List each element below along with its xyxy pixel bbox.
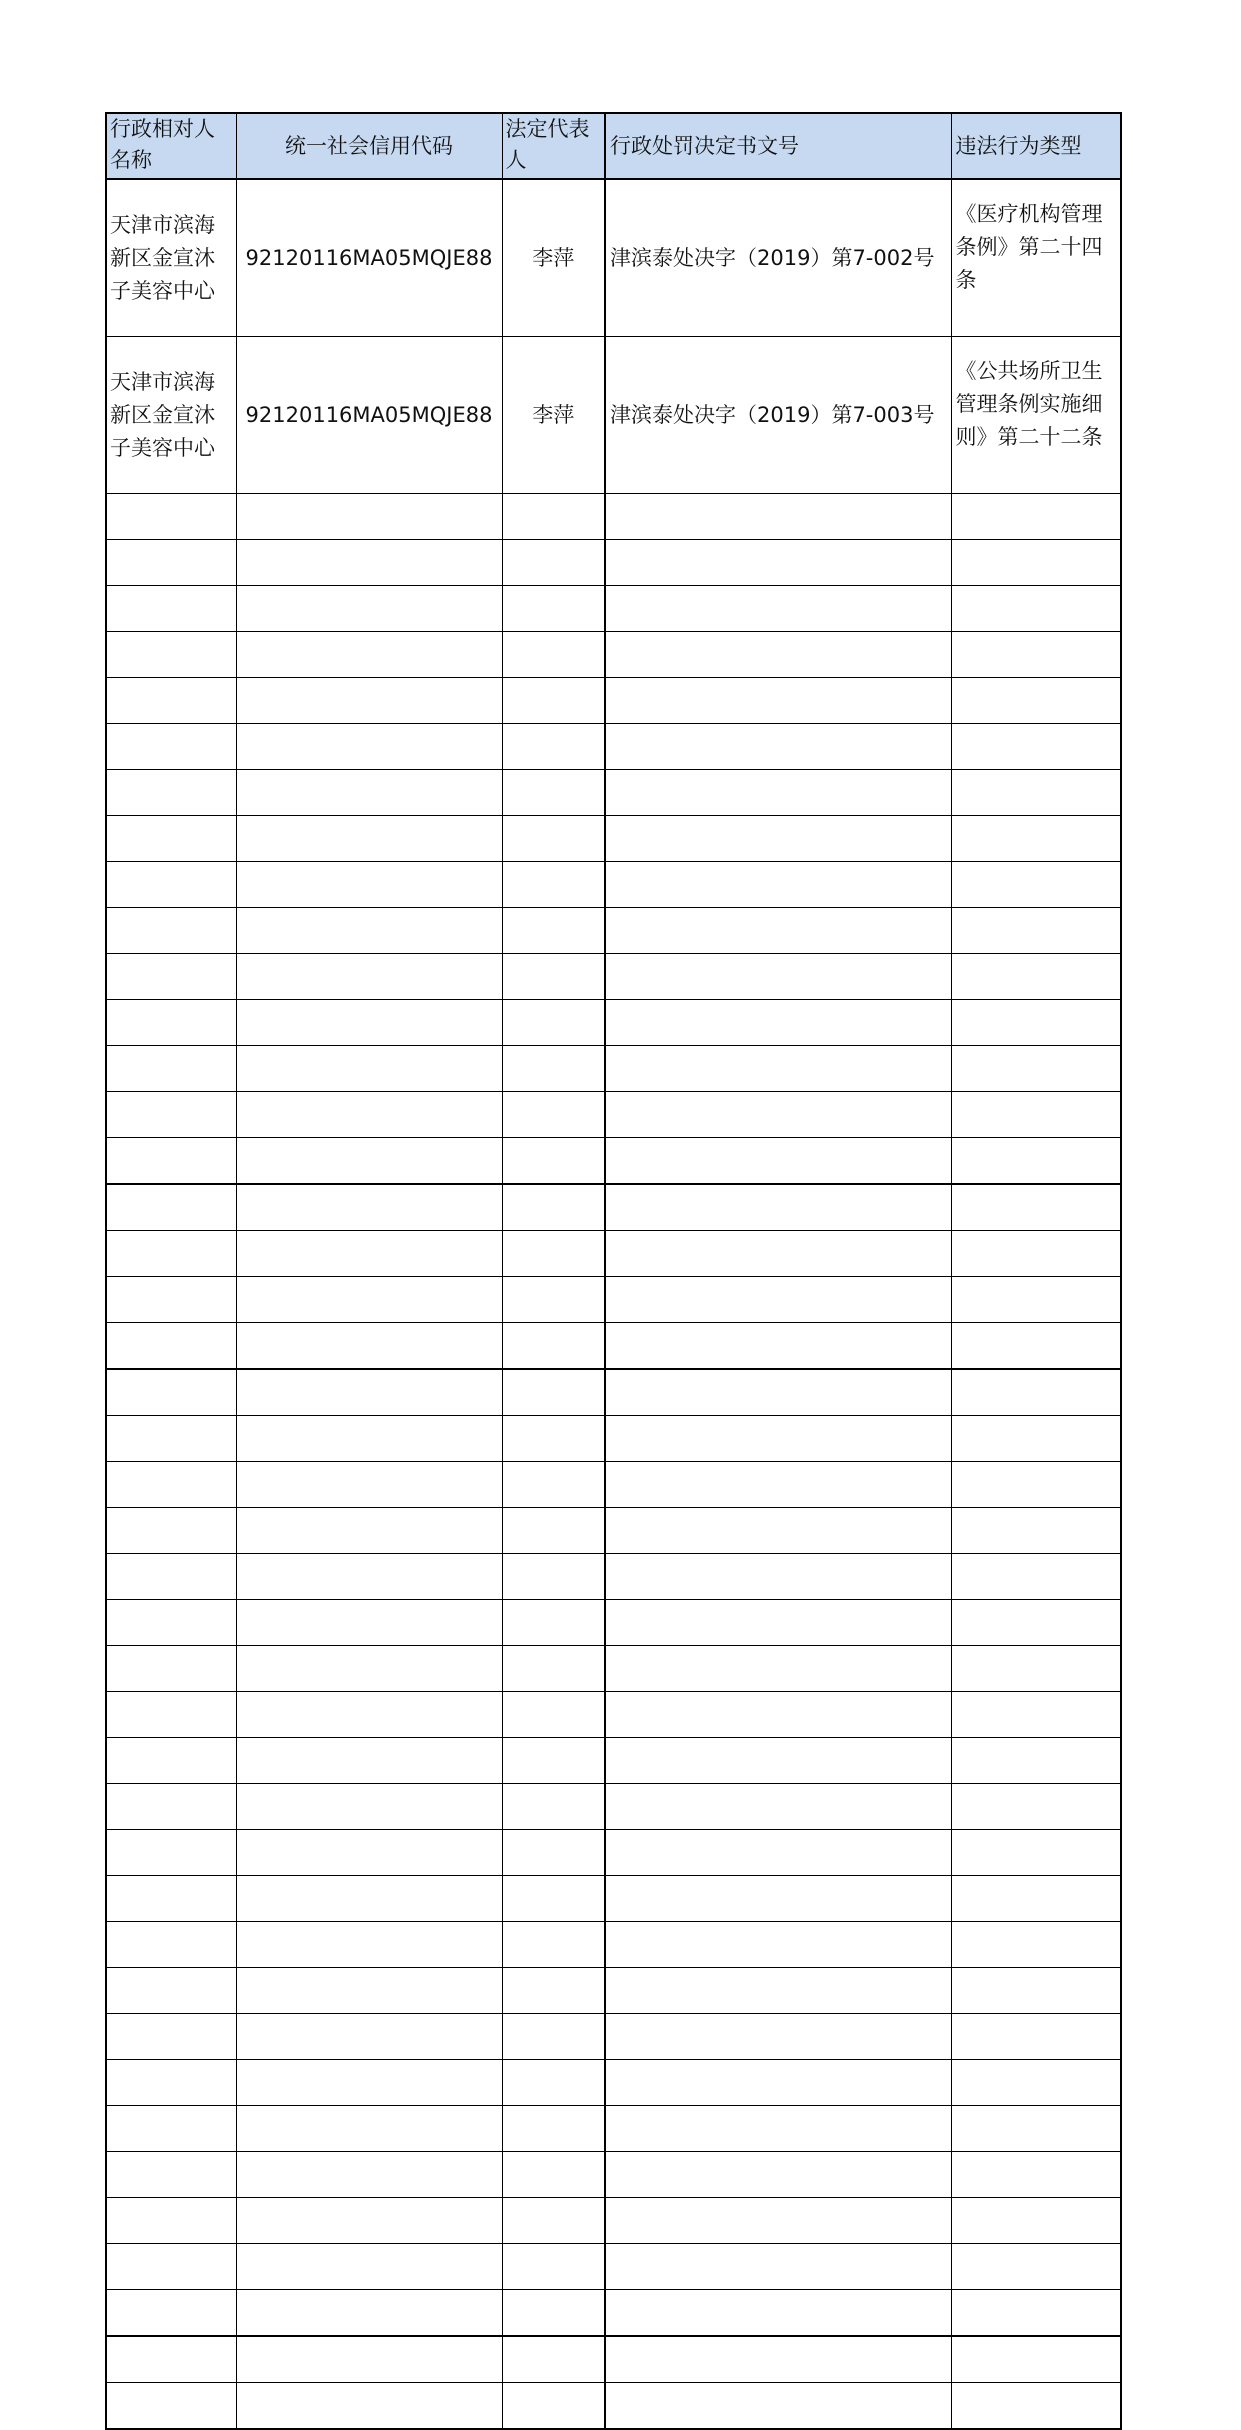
cell-party-name-empty [106,2198,236,2244]
cell-legal-representative-empty [502,724,605,770]
cell-legal-representative-empty [502,1000,605,1046]
cell-party-name-empty [106,816,236,862]
cell-credit-code-empty [236,862,502,908]
cell-violation-type: 《医疗机构管理条例》第二十四条 [951,179,1121,337]
cell-credit-code-empty [236,1646,502,1692]
cell-legal-representative-empty [502,1092,605,1138]
cell-decision-number-empty [605,2244,951,2290]
cell-violation-type-empty [951,1092,1121,1138]
empty-row [106,724,1121,770]
cell-decision-number-empty [605,1462,951,1508]
table-row [106,337,1121,494]
cell-party-name: 天津市滨海新区金宣沐子美容中心 [106,179,236,337]
cell-credit-code-empty [236,586,502,632]
cell-violation-type-empty [951,2383,1121,2430]
cell-violation-type-empty [951,2336,1121,2383]
cell-legal-representative-empty [502,2198,605,2244]
cell-credit-code-empty [236,1554,502,1600]
cell-violation-type-empty [951,2014,1121,2060]
cell-violation-type-empty [951,2060,1121,2106]
cell-decision-number-empty [605,1692,951,1738]
cell-decision-number-empty [605,1600,951,1646]
cell-party-name-empty [106,586,236,632]
cell-violation-type-empty [951,1554,1121,1600]
cell-credit-code-empty [236,2244,502,2290]
cell-decision-number-empty [605,954,951,1000]
cell-credit-code-empty [236,1231,502,1277]
cell-decision-number-empty [605,2106,951,2152]
cell-party-name-empty [106,540,236,586]
cell-violation-type-empty [951,1323,1121,1370]
cell-party-name-empty [106,1738,236,1784]
empty-row [106,1554,1121,1600]
cell-decision-number-empty [605,2198,951,2244]
cell-credit-code: 92120116MA05MQJE88 [236,179,502,337]
cell-violation-type-empty [951,908,1121,954]
cell-party-name-empty [106,2336,236,2383]
cell-violation-type-empty [951,1369,1121,1416]
cell-party-name-empty [106,724,236,770]
cell-legal-representative-empty [502,1462,605,1508]
cell-decision-number-empty [605,1922,951,1968]
cell-decision-number-empty [605,1968,951,2014]
cell-credit-code-empty [236,954,502,1000]
empty-row [106,2152,1121,2198]
cell-party-name-empty [106,1646,236,1692]
cell-decision-number-empty [605,816,951,862]
cell-party-name: 天津市滨海新区金宣沐子美容中心 [106,337,236,494]
cell-credit-code-empty [236,1416,502,1462]
cell-decision-number-empty [605,1092,951,1138]
cell-party-name-empty [106,2152,236,2198]
empty-row [106,816,1121,862]
cell-decision-number-empty [605,770,951,816]
cell-decision-number-empty [605,1830,951,1876]
empty-row [106,540,1121,586]
empty-row [106,954,1121,1000]
cell-violation-type-empty [951,1784,1121,1830]
cell-decision-number-empty [605,1369,951,1416]
cell-violation-type-empty [951,1646,1121,1692]
cell-decision-number-empty [605,1323,951,1370]
cell-legal-representative-empty [502,770,605,816]
cell-credit-code-empty [236,1138,502,1185]
empty-row [106,862,1121,908]
cell-credit-code-empty [236,1830,502,1876]
cell-credit-code-empty [236,1738,502,1784]
table-row [106,179,1121,337]
empty-row [106,1646,1121,1692]
empty-row [106,1830,1121,1876]
cell-decision-number-empty [605,586,951,632]
cell-legal-representative-empty [502,1508,605,1554]
cell-party-name-empty [106,632,236,678]
cell-credit-code-empty [236,770,502,816]
empty-row [106,2383,1121,2430]
header-credit-code: 统一社会信用代码 [236,113,502,179]
cell-decision-number-empty [605,540,951,586]
header-decision-number: 行政处罚决定书文号 [605,113,951,179]
empty-row [106,1277,1121,1323]
cell-legal-representative-empty [502,2244,605,2290]
cell-party-name-empty [106,1508,236,1554]
cell-decision-number-empty [605,2336,951,2383]
cell-credit-code-empty [236,540,502,586]
cell-legal-representative-empty [502,494,605,540]
cell-legal-representative-empty [502,1830,605,1876]
cell-violation-type-empty [951,1231,1121,1277]
empty-row [106,1369,1121,1416]
cell-legal-representative-empty [502,2060,605,2106]
cell-credit-code-empty [236,1692,502,1738]
cell-legal-representative-empty [502,954,605,1000]
cell-legal-representative-empty [502,816,605,862]
cell-credit-code-empty [236,678,502,724]
cell-legal-representative-empty [502,540,605,586]
cell-legal-representative-empty [502,1231,605,1277]
cell-violation-type-empty [951,1046,1121,1092]
cell-legal-representative-empty [502,1922,605,1968]
cell-decision-number-empty [605,908,951,954]
cell-party-name-empty [106,1830,236,1876]
empty-row [106,2336,1121,2383]
cell-credit-code-empty [236,2290,502,2337]
cell-party-name-empty [106,678,236,724]
empty-row [106,1138,1121,1185]
header-row [106,113,1121,179]
cell-credit-code-empty [236,2106,502,2152]
cell-violation-type-empty [951,1416,1121,1462]
empty-row [106,632,1121,678]
cell-violation-type-empty [951,954,1121,1000]
cell-party-name-empty [106,1692,236,1738]
cell-violation-type-empty [951,1876,1121,1922]
cell-violation-type-empty [951,494,1121,540]
empty-row [106,586,1121,632]
cell-party-name-empty [106,1416,236,1462]
cell-violation-type-empty [951,770,1121,816]
empty-row [106,1231,1121,1277]
cell-decision-number-empty [605,2152,951,2198]
cell-credit-code-empty [236,1462,502,1508]
cell-credit-code-empty [236,1600,502,1646]
cell-credit-code-empty [236,1323,502,1370]
empty-row [106,1462,1121,1508]
cell-violation-type-empty [951,816,1121,862]
cell-decision-number-empty [605,1416,951,1462]
cell-violation-type-empty [951,1462,1121,1508]
empty-row [106,1184,1121,1231]
cell-legal-representative-empty [502,1369,605,1416]
empty-row [106,1922,1121,1968]
cell-legal-representative-empty [502,1692,605,1738]
cell-party-name-empty [106,1554,236,1600]
cell-decision-number-empty [605,1646,951,1692]
empty-row [106,1876,1121,1922]
cell-party-name-empty [106,1138,236,1185]
cell-credit-code-empty [236,1922,502,1968]
cell-violation-type-empty [951,1277,1121,1323]
cell-violation-type-empty [951,724,1121,770]
empty-row [106,2244,1121,2290]
cell-credit-code-empty [236,724,502,770]
cell-decision-number-empty [605,2060,951,2106]
cell-party-name-empty [106,1600,236,1646]
empty-row [106,1508,1121,1554]
cell-decision-number-empty [605,494,951,540]
empty-row [106,1738,1121,1784]
cell-decision-number-empty [605,1277,951,1323]
cell-party-name-empty [106,2060,236,2106]
cell-decision-number-empty [605,1508,951,1554]
cell-credit-code-empty [236,1184,502,1231]
cell-violation-type: 《公共场所卫生管理条例实施细则》第二十二条 [951,337,1121,494]
cell-credit-code-empty [236,1968,502,2014]
cell-violation-type-empty [951,2244,1121,2290]
cell-party-name-empty [106,1968,236,2014]
header-legal-representative: 法定代表人 [502,113,605,179]
cell-violation-type-empty [951,1000,1121,1046]
cell-party-name-empty [106,1369,236,1416]
empty-row [106,1416,1121,1462]
cell-violation-type-empty [951,1184,1121,1231]
cell-decision-number-empty [605,1876,951,1922]
cell-party-name-empty [106,1046,236,1092]
cell-credit-code: 92120116MA05MQJE88 [236,337,502,494]
cell-legal-representative-empty [502,632,605,678]
cell-credit-code-empty [236,2060,502,2106]
cell-violation-type-empty [951,1692,1121,1738]
cell-party-name-empty [106,1277,236,1323]
cell-decision-number-empty [605,678,951,724]
cell-legal-representative-empty [502,1876,605,1922]
cell-decision-number-empty [605,1784,951,1830]
cell-decision-number: 津滨泰处决字（2019）第7-002号 [605,179,951,337]
cell-party-name-empty [106,770,236,816]
cell-party-name-empty [106,2106,236,2152]
empty-row [106,1092,1121,1138]
cell-violation-type-empty [951,540,1121,586]
cell-credit-code-empty [236,2152,502,2198]
cell-legal-representative-empty [502,2152,605,2198]
cell-credit-code-empty [236,1277,502,1323]
cell-party-name-empty [106,1323,236,1370]
empty-row [106,1692,1121,1738]
cell-violation-type-empty [951,1600,1121,1646]
empty-row [106,1000,1121,1046]
cell-legal-representative-empty [502,1416,605,1462]
cell-decision-number-empty [605,2383,951,2430]
cell-legal-representative: 李萍 [502,337,605,494]
cell-party-name-empty [106,1876,236,1922]
empty-row [106,770,1121,816]
cell-violation-type-empty [951,2290,1121,2337]
cell-legal-representative-empty [502,2014,605,2060]
cell-decision-number-empty [605,1046,951,1092]
cell-legal-representative-empty [502,1184,605,1231]
cell-violation-type-empty [951,2106,1121,2152]
empty-row [106,2106,1121,2152]
cell-party-name-empty [106,954,236,1000]
cell-legal-representative-empty [502,1323,605,1370]
cell-legal-representative-empty [502,678,605,724]
cell-legal-representative-empty [502,1646,605,1692]
cell-legal-representative-empty [502,1600,605,1646]
cell-credit-code-empty [236,1092,502,1138]
cell-violation-type-empty [951,1830,1121,1876]
cell-decision-number-empty [605,2290,951,2337]
cell-legal-representative-empty [502,1968,605,2014]
cell-legal-representative-empty [502,1738,605,1784]
empty-row [106,2014,1121,2060]
cell-legal-representative-empty [502,862,605,908]
cell-party-name-empty [106,908,236,954]
cell-decision-number: 津滨泰处决字（2019）第7-003号 [605,337,951,494]
cell-party-name-empty [106,1184,236,1231]
cell-party-name-empty [106,494,236,540]
cell-party-name-empty [106,1000,236,1046]
empty-row [106,2290,1121,2337]
cell-legal-representative-empty [502,1554,605,1600]
cell-legal-representative-empty [502,908,605,954]
cell-decision-number-empty [605,1554,951,1600]
cell-decision-number-empty [605,1184,951,1231]
cell-credit-code-empty [236,632,502,678]
empty-row [106,1968,1121,2014]
cell-party-name-empty [106,1462,236,1508]
cell-credit-code-empty [236,1369,502,1416]
cell-credit-code-empty [236,1046,502,1092]
cell-decision-number-empty [605,1138,951,1185]
empty-row [106,2198,1121,2244]
cell-legal-representative-empty [502,1277,605,1323]
cell-credit-code-empty [236,908,502,954]
cell-legal-representative-empty [502,586,605,632]
cell-credit-code-empty [236,1784,502,1830]
cell-party-name-empty [106,1784,236,1830]
cell-credit-code-empty [236,2014,502,2060]
empty-row [106,1600,1121,1646]
cell-decision-number-empty [605,1231,951,1277]
empty-row [106,1323,1121,1370]
cell-party-name-empty [106,1092,236,1138]
cell-violation-type-empty [951,862,1121,908]
cell-violation-type-empty [951,2152,1121,2198]
cell-violation-type-empty [951,586,1121,632]
header-party-name: 行政相对人名称 [106,113,236,179]
cell-credit-code-empty [236,2198,502,2244]
cell-violation-type-empty [951,2198,1121,2244]
cell-violation-type-empty [951,1922,1121,1968]
cell-party-name-empty [106,2290,236,2337]
cell-violation-type-empty [951,1138,1121,1185]
header-violation-type: 违法行为类型 [951,113,1121,179]
cell-legal-representative-empty [502,2290,605,2337]
cell-party-name-empty [106,862,236,908]
penalty-table [105,112,1122,2430]
cell-credit-code-empty [236,1000,502,1046]
cell-decision-number-empty [605,1000,951,1046]
cell-legal-representative-empty [502,2106,605,2152]
cell-violation-type-empty [951,1968,1121,2014]
cell-party-name-empty [106,2244,236,2290]
empty-row [106,1784,1121,1830]
empty-row [106,1046,1121,1092]
cell-credit-code-empty [236,494,502,540]
cell-decision-number-empty [605,632,951,678]
cell-legal-representative: 李萍 [502,179,605,337]
cell-decision-number-empty [605,1738,951,1784]
empty-row [106,2060,1121,2106]
cell-credit-code-empty [236,816,502,862]
cell-legal-representative-empty [502,2383,605,2430]
cell-credit-code-empty [236,1508,502,1554]
cell-legal-representative-empty [502,1784,605,1830]
cell-credit-code-empty [236,2336,502,2383]
empty-row [106,494,1121,540]
cell-party-name-empty [106,2383,236,2430]
cell-party-name-empty [106,2014,236,2060]
cell-violation-type-empty [951,678,1121,724]
empty-row [106,908,1121,954]
cell-legal-representative-empty [502,2336,605,2383]
cell-party-name-empty [106,1922,236,1968]
cell-violation-type-empty [951,632,1121,678]
cell-decision-number-empty [605,2014,951,2060]
cell-party-name-empty [106,1231,236,1277]
empty-row [106,678,1121,724]
cell-credit-code-empty [236,1876,502,1922]
cell-legal-representative-empty [502,1046,605,1092]
cell-decision-number-empty [605,862,951,908]
cell-violation-type-empty [951,1738,1121,1784]
cell-violation-type-empty [951,1508,1121,1554]
cell-credit-code-empty [236,2383,502,2430]
cell-decision-number-empty [605,724,951,770]
cell-legal-representative-empty [502,1138,605,1185]
